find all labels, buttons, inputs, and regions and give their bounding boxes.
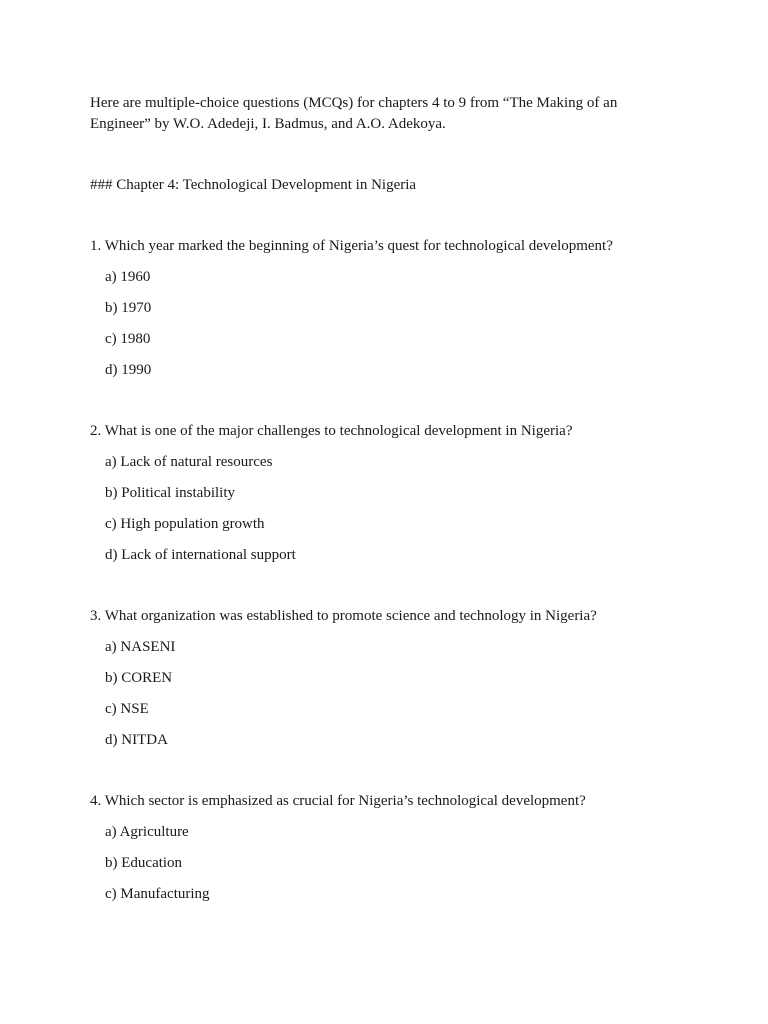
chapter-heading: ### Chapter 4: Technological Development in Nigeria xyxy=(90,177,417,193)
option-list xyxy=(90,822,730,905)
option-item: a) 1960 xyxy=(105,269,151,285)
option-item: b) 1970 xyxy=(105,300,152,316)
option-item: c) 1980 xyxy=(105,331,151,347)
question-block xyxy=(90,791,730,905)
option-list xyxy=(90,452,730,566)
option-list xyxy=(90,267,730,381)
option-item: c) High population growth xyxy=(105,516,265,532)
question-text: 3. What organization was established to promote science and technology in Nigeria? xyxy=(90,608,597,624)
option-item: b) Political instability xyxy=(105,485,235,501)
option-item: a) NASENI xyxy=(105,639,176,655)
option-item: b) Education xyxy=(105,855,183,871)
option-item: a) Lack of natural resources xyxy=(105,454,273,470)
question-block xyxy=(90,606,730,751)
intro-paragraph: Here are multiple-choice questions (MCQs) for chapters 4 to 9 from “The Making of an Engineer” by W.O. Adedeji, I. Badmus, and A.O. Adekoya. xyxy=(90,95,618,132)
question-text: 4. Which sector is emphasized as crucial for Nigeria’s technological development? xyxy=(90,793,586,809)
option-item: d) Lack of international support xyxy=(105,547,296,563)
option-item: c) Manufacturing xyxy=(105,886,210,902)
option-item: c) NSE xyxy=(105,701,149,717)
option-item: a) Agriculture xyxy=(105,824,189,840)
question-text: 1. Which year marked the beginning of Nigeria’s quest for technological development? xyxy=(90,238,613,254)
option-item: b) COREN xyxy=(105,670,173,686)
question-block xyxy=(90,421,730,566)
question-text: 2. What is one of the major challenges to technological development in Nigeria? xyxy=(90,423,573,439)
option-item: d) NITDA xyxy=(105,732,168,748)
option-list xyxy=(90,637,730,751)
option-item: d) 1990 xyxy=(105,362,152,378)
question-block xyxy=(90,236,730,381)
